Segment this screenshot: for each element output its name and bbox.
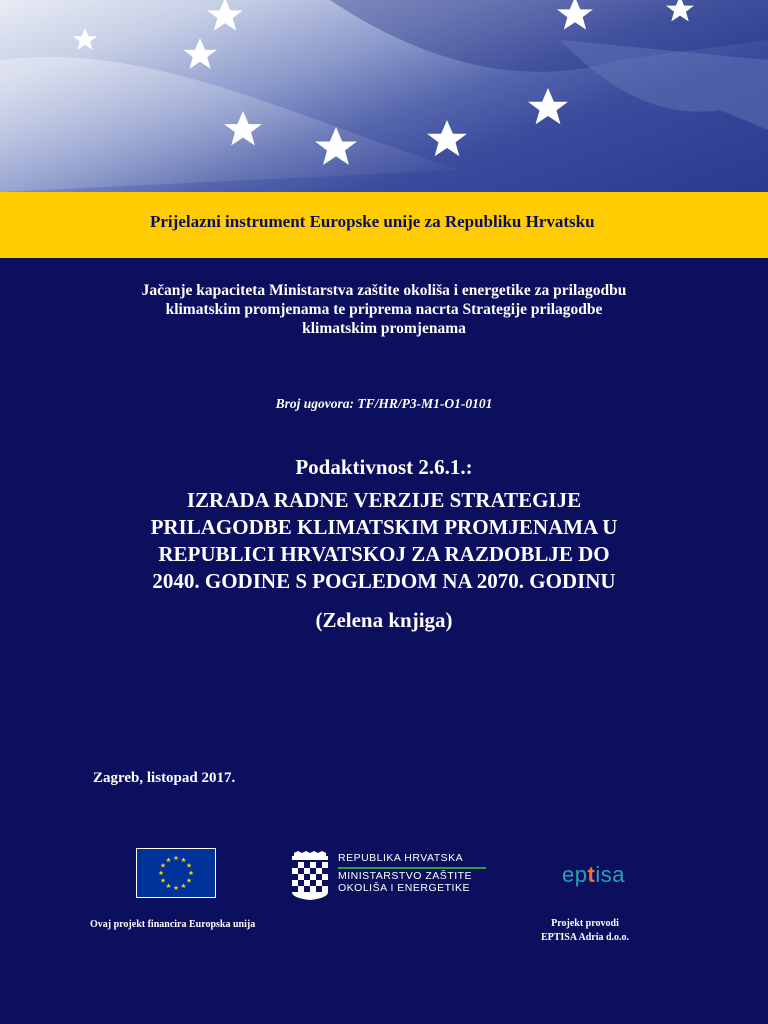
project-title-line: Jačanje kapaciteta Ministarstva zaštite okoliša i energetike za prilagodbu <box>141 282 627 299</box>
document-title <box>60 487 708 595</box>
implementer-caption <box>520 917 650 945</box>
eu-flag-banner <box>0 0 768 192</box>
implementer-line: Projekt provodi <box>551 918 619 929</box>
document-title-line: PRILAGODBE KLIMATSKIM PROMJENAMA U <box>150 515 618 539</box>
project-title-line: klimatskim promjenama te priprema nacrta Strategije prilagodbe <box>165 301 603 318</box>
document-title-line: REPUBLICI HRVATSKOJ ZA RAZDOBLJE DO <box>158 542 610 566</box>
eptisa-logo-part: t <box>587 862 596 887</box>
document-subtitle: (Zelena knjiga) <box>315 608 453 632</box>
banner-stars <box>0 0 768 192</box>
ministry-name <box>338 852 472 894</box>
ministry-line: REPUBLIKA HRVATSKA <box>338 852 464 864</box>
document-title-line: 2040. GODINE S POGLEDOM NA 2070. GODINU <box>152 569 616 593</box>
eu-stars-icon <box>137 849 215 897</box>
place-date: Zagreb, listopad 2017. <box>93 770 236 786</box>
funding-title: Prijelazni instrument Europske unije za Republiku Hrvatsku <box>150 212 595 231</box>
ministry-line: OKOLIŠA I ENERGETIKE <box>338 882 470 894</box>
eu-flag-logo <box>136 848 216 898</box>
eptisa-logo-part: isa <box>595 862 625 887</box>
implementer-line: EPTISA Adria d.o.o. <box>540 932 630 943</box>
eu-funding-caption: Ovaj projekt financira Europska unija <box>90 919 256 930</box>
croatian-coat-of-arms-icon <box>288 850 332 900</box>
eptisa-logo <box>562 862 625 888</box>
document-title-line: IZRADA RADNE VERZIJE STRATEGIJE <box>186 488 582 512</box>
contract-number: Broj ugovora: TF/HR/P3-M1-O1-0101 <box>275 396 493 411</box>
eptisa-logo-part: ep <box>562 862 588 887</box>
ministry-divider <box>338 867 486 869</box>
project-title <box>80 281 688 338</box>
ministry-line: MINISTARSTVO ZAŠTITE <box>338 870 473 882</box>
subactivity-heading: Podaktivnost 2.6.1.: <box>295 455 473 479</box>
project-title-line: klimatskim promjenama <box>302 320 466 337</box>
